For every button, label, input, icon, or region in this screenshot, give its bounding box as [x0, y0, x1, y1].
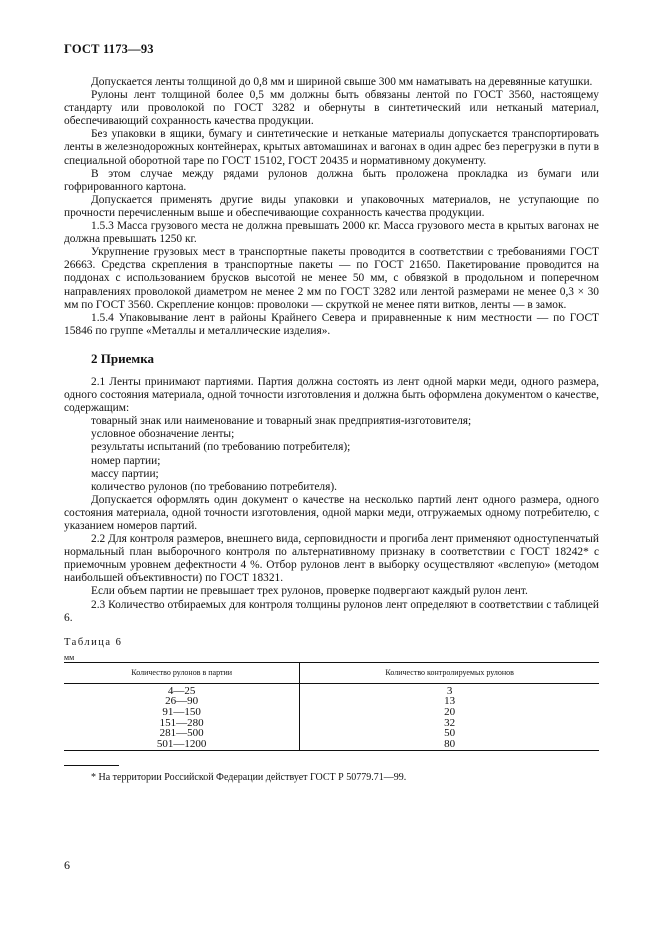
list-item: массу партии; — [91, 467, 159, 480]
table-row — [64, 707, 599, 718]
footnote-divider — [64, 765, 119, 766]
list-item: результаты испытаний (по требованию потребителя); — [91, 441, 351, 454]
page-number: 6 — [64, 858, 70, 872]
paragraph: Допускается ленты толщиной до 0,8 мм и шириной свыше 300 мм наматывать на деревянные катушки. — [91, 76, 593, 88]
table-row — [64, 718, 599, 729]
table-cell: 151—280 — [159, 716, 204, 729]
table-cell: 80 — [300, 739, 599, 751]
paragraph: Допускается применять другие виды упаковки и упаковочных материалов, не уступающие по прочности перечисленным выше и обеспечивающие сохранность качества продукции. — [64, 193, 599, 219]
table-cell: 26—90 — [165, 695, 199, 708]
table-row — [64, 728, 599, 739]
paragraph: Рулоны лент толщиной более 0,5 мм должны быть обвязаны лентой по ГОСТ 3560, настоящему стандарту или проволокой по ГОСТ 3282 и обернуты в синтетический или нетканый материал, обеспечивающий сохранность качества продукции. — [64, 89, 599, 128]
paragraph: 2.1 Ленты принимают партиями. Партия должна состоять из лент одной марки меди, одного размера, одного состояния материала, одной точности изготовления и должна быть оформлена документом о качестве, содержащим: — [64, 375, 599, 415]
table-cell: 91—150 — [162, 706, 201, 719]
paragraph: 2.2 Для контроля размеров, внешнего вида, серповидности и прогиба лент применяют одноступенчатый нормальный план выборочного контроля по альтернативному признаку в соответствии с ГОСТ 18242* с приемочным уровнем дефектности 4 %. Отбор рулонов лент в выборку осуществляют «вслепую» (методом наибольшей объективности) по ГОСТ 18321. — [64, 533, 599, 585]
table-cell: 501—1200 — [64, 739, 300, 751]
table-cell: 4—25 — [167, 684, 196, 697]
table-cell: 20 — [300, 707, 599, 718]
table-units: мм — [64, 652, 75, 662]
paragraph: Укрупнение грузовых мест в транспортные пакеты проводится в соответствии с требованиями ГОСТ 26663. Средства скрепления в транспортные пакеты — по ГОСТ 21650. Пакетирование проводится на поддонах с использованием брусков высотой не менее 50 мм, с обвязкой в продольном и поперечном направлениях проволокой диаметром не менее 2 мм по ГОСТ 3282 или лентой размерами не менее 0,3 × 30 мм по ГОСТ 3560. Скрепление концов: проволоки — скруткой не менее пяти витков, ленты — в замок. — [64, 246, 599, 311]
table-row — [64, 696, 599, 707]
document-body — [64, 76, 599, 785]
footnote: * На территории Российской Федерации действует ГОСТ Р 50779.71—99. — [91, 772, 407, 784]
table-cell: 3 — [300, 683, 599, 696]
table-caption: Таблица 6 — [64, 636, 123, 648]
paragraph: 1.5.4 Упаковывание лент в районы Крайнего Севера и приравненные к ним местности — по ГОСТ 15846 по группе «Металлы и металлические изделия». — [64, 311, 599, 337]
paragraph: В этом случае между рядами рулонов должна быть проложена прокладка из бумаги или гофрированного картона. — [64, 167, 599, 193]
list-item: товарный знак или наименование и товарный знак предприятия-изготовителя; — [91, 415, 472, 428]
list-item: условное обозначение ленты; — [91, 428, 235, 441]
table-cell: 13 — [300, 696, 599, 707]
table-row — [64, 739, 599, 751]
table-cell: 32 — [300, 718, 599, 729]
list-item: номер партии; — [91, 454, 161, 467]
table-cell: 281—500 — [159, 727, 204, 740]
list-item: количество рулонов (по требованию потребителя). — [91, 480, 337, 493]
paragraph: Допускается оформлять один документ о качестве на несколько партий лент одного размера, одного состояния материала, одной точности изготовления, одной марки меди, отгружаемых одному потребителю, с указанием номеров партий. — [64, 493, 599, 532]
paragraph: 2.3 Количество отбираемых для контроля толщины рулонов лент определяют в соответствии с таблицей 6. — [64, 598, 599, 624]
paragraph: Если объем партии не превышает трех рулонов, проверке подвергают каждый рулон лент. — [91, 585, 528, 598]
paragraph: 1.5.3 Масса грузового места не должна превышать 2000 кг. Масса грузового места в крытых вагонах не должна превышать 1250 кг. — [64, 220, 599, 246]
section-heading: 2 Приемка — [91, 350, 155, 366]
standard-code-header: ГОСТ 1173—93 — [64, 42, 154, 56]
table-cell: 50 — [300, 728, 599, 739]
table-header-row — [64, 662, 599, 683]
table-row — [64, 683, 599, 696]
column-header-controlled-rolls: Количество контролируемых рулонов — [300, 662, 599, 683]
paragraph: Без упаковки в ящики, бумагу и синтетические и нетканые материалы допускается транспортировать ленты в железнодорожных контейнерах, крытых автомашинах и вагонах в один адрес без перегрузки в пути в специальной оборотной таре по ГОСТ 15102, ГОСТ 20435 и нормативному документу. — [64, 128, 599, 167]
column-header-batch-size: Количество рулонов в партии — [64, 662, 300, 683]
table-6 — [64, 662, 599, 752]
